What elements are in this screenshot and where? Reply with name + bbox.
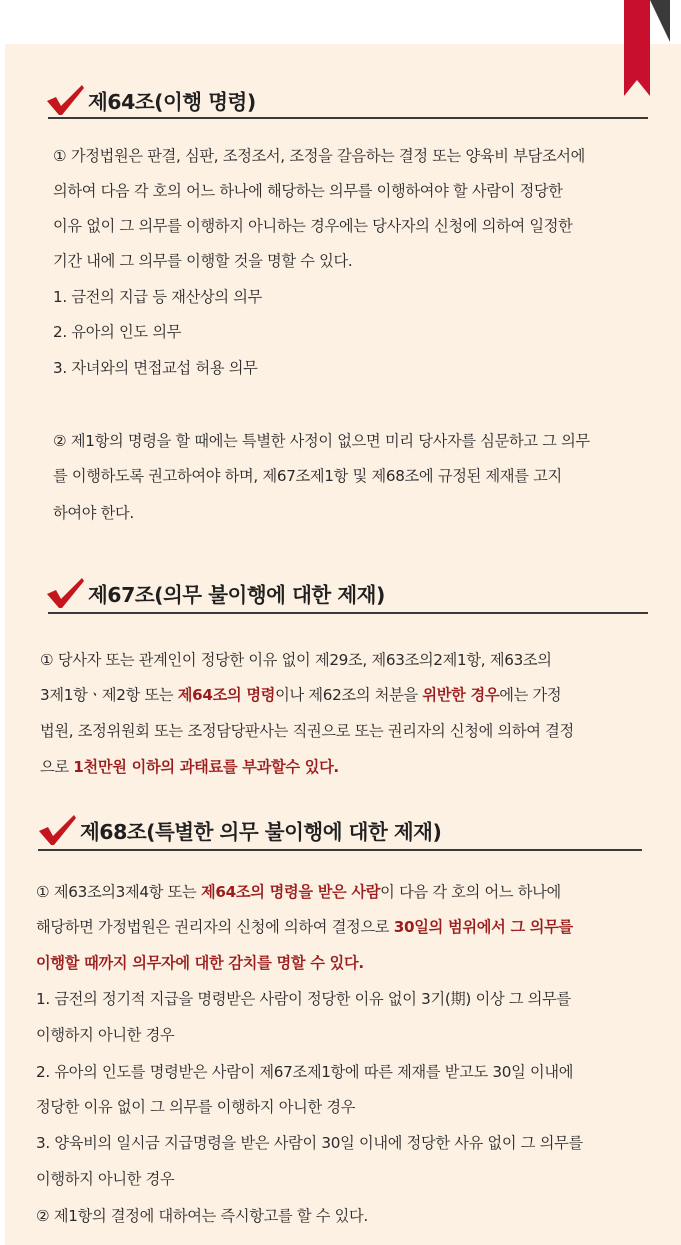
section-heading-64 bbox=[44, 82, 256, 118]
section-divider bbox=[48, 117, 648, 119]
article-text-line: 이행하지 아니한 경우 bbox=[36, 1026, 175, 1044]
article-text-line: ① 제63조의3제4항 또는 제64조의 명령을 받은 사람이 다음 각 호의 어느 하나에 bbox=[36, 883, 561, 901]
article-list-item: 3. 자녀와의 면접교섭 허용 의무 bbox=[53, 359, 258, 377]
bookmark-ribbon-icon bbox=[624, 0, 670, 96]
section-heading-67 bbox=[44, 575, 385, 611]
section-heading-68 bbox=[36, 812, 441, 848]
article-text-line: 법원, 조정위원회 또는 조정담당판사는 직권으로 또는 권리자의 신청에 의하여 결정 bbox=[40, 722, 574, 740]
article-list-item: 2. 유아의 인도 의무 bbox=[53, 323, 182, 341]
highlight-text: 위반한 경우 bbox=[422, 686, 500, 704]
article-text-line: ① 가정법원은 판결, 심판, 조정조서, 조정을 갈음하는 결정 또는 양육비 부담조서에 bbox=[53, 147, 586, 165]
article-text-line bbox=[36, 953, 364, 973]
article-text-line: 이행하지 아니한 경우 bbox=[36, 1170, 175, 1188]
article-text-line: 를 이행하도록 권고하여야 하며, 제67조제1항 및 제68조에 규정된 제재를 고지 bbox=[53, 467, 562, 485]
check-mark-icon bbox=[44, 83, 86, 117]
article-text-line: 의하여 다음 각 호의 어느 하나에 해당하는 의무를 이행하여야 할 사람이 정당한 bbox=[53, 182, 563, 200]
article-text-line: ① 당사자 또는 관계인이 정당한 이유 없이 제29조, 제63조의2제1항, 제63조의 bbox=[40, 651, 552, 669]
highlight-text: 제64조의 명령을 받은 사람 bbox=[200, 883, 381, 901]
article-text-line: 해당하면 가정법원은 권리자의 신청에 의하여 결정으로 30일의 범위에서 그 의무를 bbox=[36, 918, 573, 936]
article-text-line: 하여야 한다. bbox=[53, 504, 134, 522]
highlight-text: 제64조의 명령 bbox=[177, 686, 276, 704]
section-title: 제64조(이행 명령) bbox=[88, 90, 256, 114]
article-text-line: ② 제1항의 명령을 할 때에는 특별한 사정이 없으면 미리 당사자를 심문하고 그 의무 bbox=[53, 432, 590, 450]
section-title: 제68조(특별한 의무 불이행에 대한 제재) bbox=[80, 820, 442, 844]
article-list-item: 1. 금전의 정기적 지급을 명령받은 사람이 정당한 이유 없이 3기(期) 이상 그 의무를 bbox=[36, 990, 571, 1008]
section-divider bbox=[38, 849, 642, 851]
highlight-text: 30일의 범위에서 그 의무를 bbox=[393, 918, 573, 936]
article-text-line: ② 제1항의 결정에 대하여는 즉시항고를 할 수 있다. bbox=[36, 1207, 368, 1225]
article-list-item: 3. 양육비의 일시금 지급명령을 받은 사람이 30일 이내에 정당한 사유 없이 그 의무를 bbox=[36, 1134, 583, 1152]
check-mark-icon bbox=[44, 576, 86, 610]
article-text-line: 기간 내에 그 의무를 이행할 것을 명할 수 있다. bbox=[53, 252, 353, 270]
section-divider bbox=[48, 612, 648, 614]
article-text-line: 정당한 이유 없이 그 의무를 이행하지 아니한 경우 bbox=[36, 1098, 356, 1116]
highlight-text: 이행할 때까지 의무자에 대한 감치를 명할 수 있다. bbox=[36, 954, 364, 972]
check-mark-icon bbox=[36, 813, 78, 847]
article-list-item: 2. 유아의 인도를 명령받은 사람이 제67조제1항에 따른 제재를 받고도 30일 이내에 bbox=[36, 1063, 574, 1081]
article-text-line: 이유 없이 그 의무를 이행하지 아니하는 경우에는 당사자의 신청에 의하여 일정한 bbox=[53, 217, 573, 235]
article-list-item: 1. 금전의 지급 등 재산상의 의무 bbox=[53, 288, 262, 306]
section-title: 제67조(의무 불이행에 대한 제재) bbox=[88, 583, 385, 607]
highlight-text: 1천만원 이하의 과태료를 부과할수 있다. bbox=[73, 758, 339, 776]
article-text-line: 3제1항ㆍ제2항 또는 제64조의 명령이나 제62조의 처분을 위반한 경우에는 가정 bbox=[40, 686, 562, 704]
article-text-line: 으로 1천만원 이하의 과태료를 부과할수 있다. bbox=[40, 758, 339, 776]
